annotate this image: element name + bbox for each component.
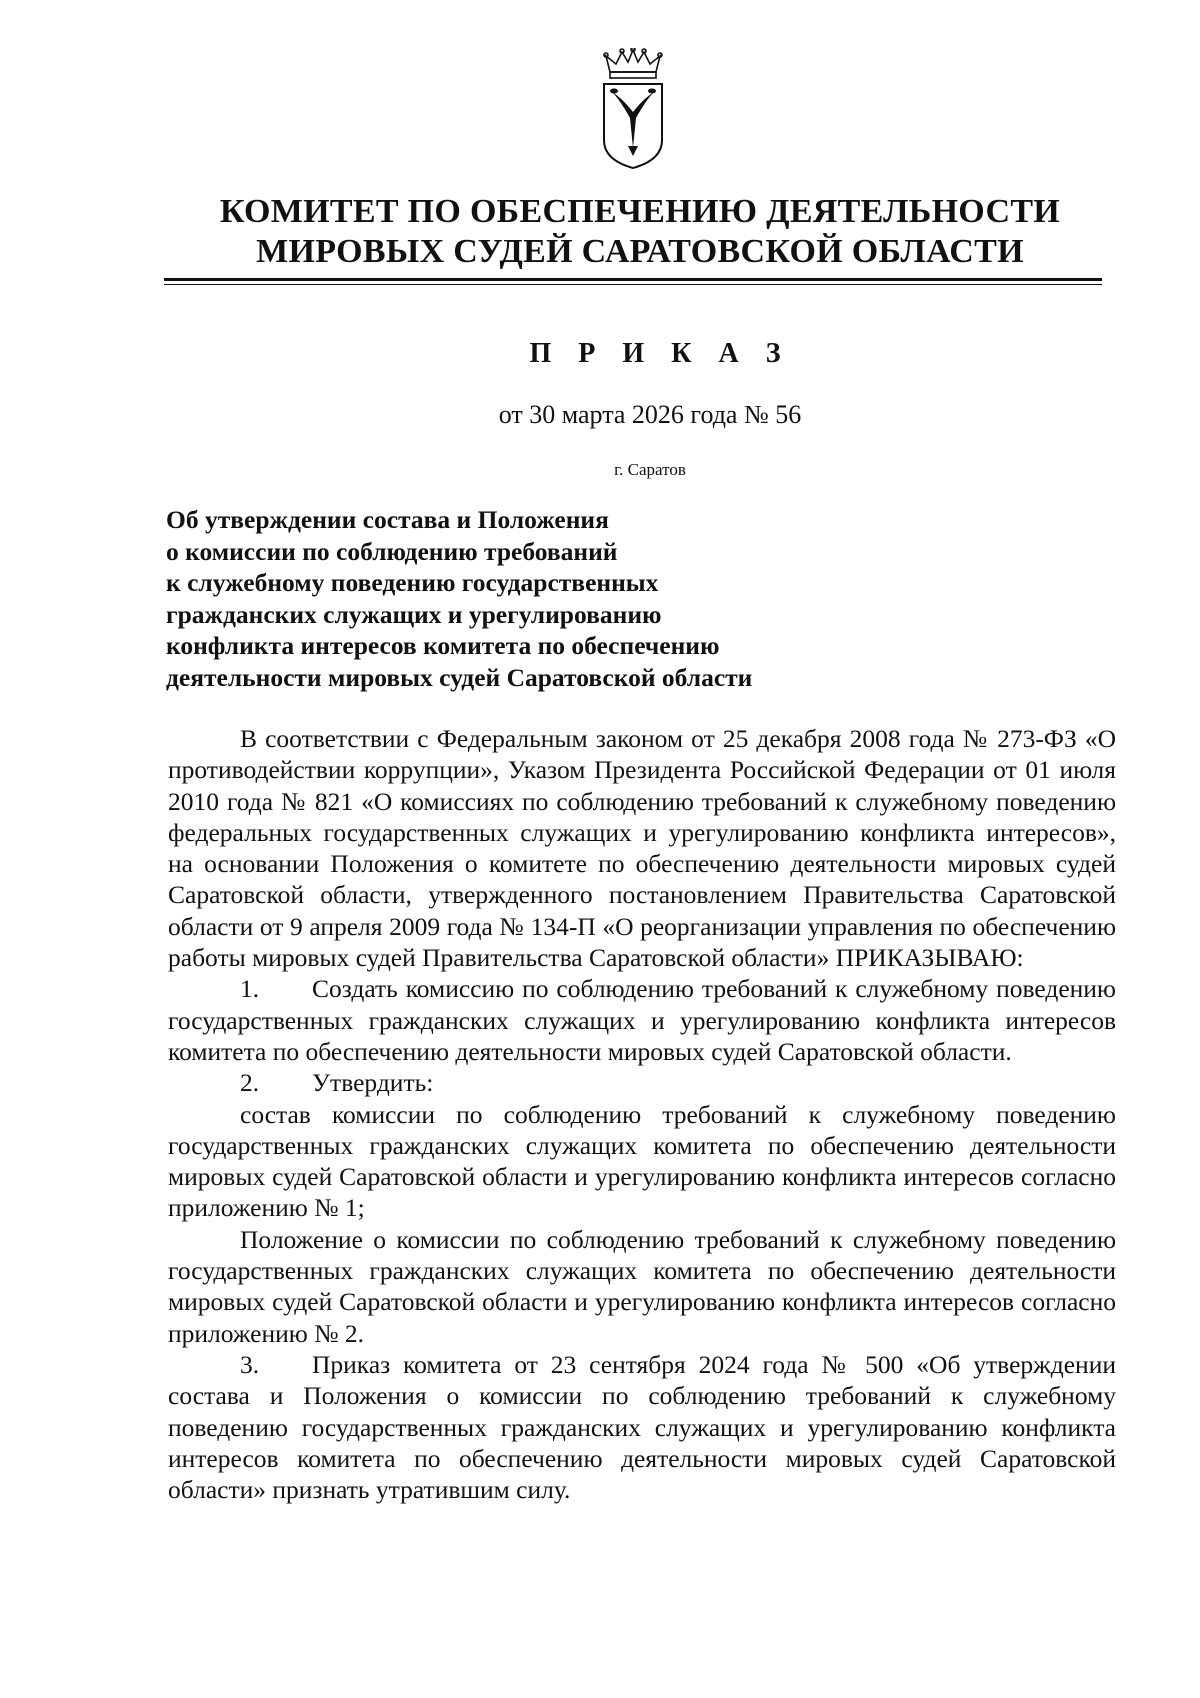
item-number: 2.: [240, 1068, 260, 1098]
subject-line: деятельности мировых судей Саратовской области: [166, 662, 753, 692]
subject-line: конфликта интересов комитета по обеспечению: [166, 631, 720, 660]
subject-line: Об утверждении состава и Положения: [166, 505, 609, 534]
item-number: 3.: [240, 1349, 260, 1379]
subject-line: к служебному поведению государственных: [166, 568, 659, 597]
item-2: [168, 1067, 1116, 1098]
document-subject: [166, 504, 926, 693]
org-name-line-1: КОМИТЕТ ПО ОБЕСПЕЧЕНИЮ ДЕЯТЕЛЬНОСТИ: [219, 193, 1061, 230]
item-2-subparagraph-2: Положение о комиссии по соблюдению требований к служебному поведению государственных гражданских служащих комитета по обеспечению деятельности мировых судей Саратовской области и урегулированию конфликта интересов согласно приложению № 2.: [168, 1224, 1116, 1348]
item-3: [168, 1349, 1116, 1505]
preamble-paragraph: В соответствии с Федеральным законом от 25 декабря 2008 года № 273-ФЗ «О противодействии коррупции», Указом Президента Российской Федерации от 01 июля 2010 года № 821 «О комиссиях по соблюдению требований к служебному поведению федеральных государственных служащих и урегулированию конфликта интересов», на основании Положения о комитете по обеспечению деятельности мировых судей Саратовской области, утвержденного постановлением Правительства Саратовской области от 9 апреля 2009 года № 134-П «О реорганизации управления по обеспечению работы мировых судей Правительства Саратовской области» ПРИКАЗЫВАЮ:: [168, 724, 1116, 973]
item-text: Утвердить:: [312, 1068, 434, 1098]
header-rule-thin: [164, 284, 1102, 285]
item-2-subparagraph-1: состав комиссии по соблюдению требований к служебному поведению государственных гражданских служащих комитета по обеспечению деятельности мировых судей Саратовской области и урегулированию конфликта интересов согласно приложению № 1;: [168, 1099, 1116, 1223]
item-text: Приказ комитета от 23 сентября 2024 года № 500 «Об утверждении состава и Положения о комиссии по соблюдению требований к служебному поведению государственных гражданских служащих и урегулированию конфликта интересов комитета по обеспечению деятельности мировых судей Саратовской области» признать утратившим силу.: [168, 1349, 1116, 1505]
organization-name: [120, 192, 1160, 272]
document-type: П Р И К А З: [529, 338, 791, 369]
subject-line: гражданских служащих и урегулированию: [166, 599, 662, 629]
header-rule-thick: [164, 278, 1102, 281]
document-date-number: от 30 марта 2026 года № 56: [498, 400, 802, 429]
document-city: г. Саратов: [614, 460, 686, 479]
item-text: Создать комиссию по соблюдению требований к служебному поведению государственных гражданских служащих и урегулированию конфликта интересов комитета по обеспечению деятельности мировых судей Саратовской области.: [168, 974, 1116, 1066]
document-body: [168, 723, 1116, 1505]
item-number: 1.: [240, 974, 260, 1004]
org-name-line-2: МИРОВЫХ СУДЕЙ САРАТОВСКОЙ ОБЛАСТИ: [256, 233, 1024, 270]
saratov-coat-of-arms-icon: [600, 48, 666, 170]
item-1: [168, 973, 1116, 1067]
subject-line: о комиссии по соблюдению требований: [166, 536, 618, 566]
